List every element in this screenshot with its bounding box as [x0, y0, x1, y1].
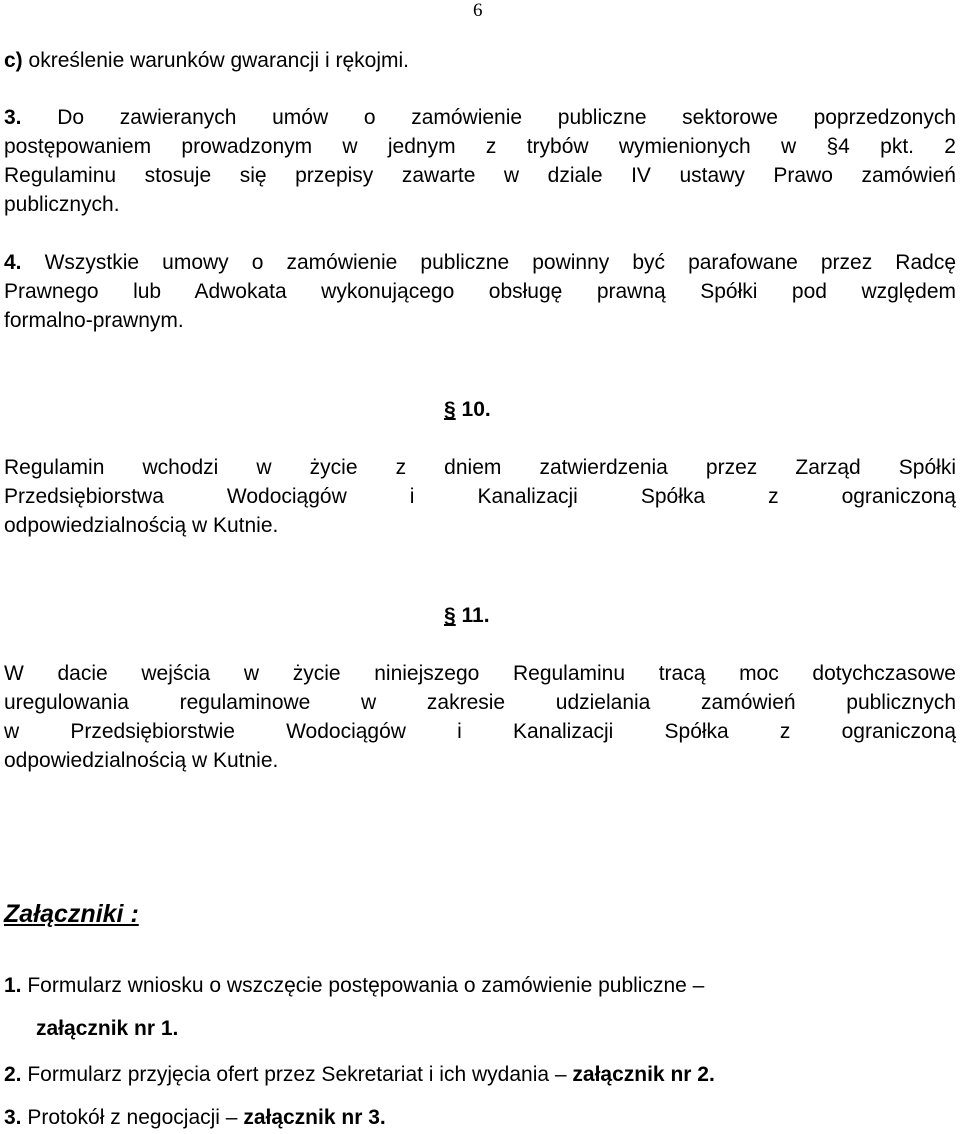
item-3-number: 3. — [4, 106, 22, 129]
item-3-line-1 — [4, 104, 956, 132]
attachment-1-ref — [36, 1015, 936, 1043]
attachment-3-number: 3. — [4, 1106, 22, 1129]
item-3-text-1: Do zawieranych umów o zamówienie publiczne sektorowe poprzedzonych — [21, 106, 956, 129]
attachment-2-ref: załącznik nr 2. — [572, 1063, 715, 1086]
section-11-line-1: W dacie wejścia w życie niniejszego Regulaminu tracą moc dotychczasowe — [4, 662, 956, 685]
attachment-1-text: Formularz wniosku o wszczęcie postępowania o zamówienie publiczne – — [21, 974, 705, 997]
item-4-number: 4. — [4, 251, 22, 274]
attachment-item-3 — [4, 1104, 956, 1132]
section-10-line-1: Regulamin wchodzi w życie z dniem zatwierdzenia przez Zarząd Spółki — [4, 456, 956, 479]
item-4-line-2: Prawnego lub Adwokata wykonującego obsługę prawną Spółki pod względem — [4, 280, 956, 303]
page-number: 6 — [473, 0, 483, 21]
attachment-1-ref-text: załącznik nr 1. — [36, 1017, 179, 1040]
attachment-1-number: 1. — [4, 974, 22, 997]
section-11-heading — [444, 602, 490, 630]
item-4-line-1 — [4, 249, 956, 277]
attachment-2-number: 2. — [4, 1063, 22, 1086]
section-10-line-2: Przedsiębiorstwa Wodociągów i Kanalizacji Spółka z ograniczoną — [4, 485, 956, 508]
item-c-prefix: c) — [4, 49, 23, 72]
item-3-line-3: Regulaminu stosuje się przepisy zawarte w dziale IV ustawy Prawo zamówień — [4, 164, 956, 187]
attachment-3-ref: załącznik nr 3. — [243, 1106, 386, 1129]
section-10-line-3: odpowiedzialnością w Kutnie. — [4, 514, 279, 537]
item-3-line-4: publicznych. — [4, 193, 120, 216]
section-11-number: 11. — [455, 604, 490, 627]
attachment-3-text: Protokół z negocjacji – — [21, 1106, 244, 1129]
item-c — [4, 47, 956, 75]
section-10-symbol: § — [444, 398, 456, 421]
section-10-heading — [444, 396, 491, 424]
item-c-text: określenie warunków gwarancji i rękojmi. — [22, 49, 410, 72]
section-11-line-4: odpowiedzialnością w Kutnie. — [4, 749, 279, 772]
section-11-line-2: uregulowania regulaminowe w zakresie udzielania zamówień publicznych — [4, 691, 956, 714]
attachment-2-text: Formularz przyjęcia ofert przez Sekretariat i ich wydania – — [21, 1063, 573, 1086]
item-4-text-1: Wszystkie umowy o zamówienie publiczne powinny być parafowane przez Radcę — [21, 251, 956, 274]
item-4-line-3: formalno-prawnym. — [4, 309, 184, 332]
section-10-number: 10. — [455, 398, 491, 421]
item-3-line-2: postępowaniem prowadzonym w jednym z trybów wymienionych w §4 pkt. 2 — [4, 135, 956, 158]
section-11-symbol: § — [444, 604, 456, 627]
section-11-line-3: w Przedsiębiorstwie Wodociągów i Kanalizacji Spółka z ograniczoną — [4, 720, 956, 743]
attachments-heading: Załączniki : — [4, 900, 139, 928]
attachment-item-1 — [4, 972, 956, 1000]
attachment-item-2 — [4, 1061, 956, 1089]
